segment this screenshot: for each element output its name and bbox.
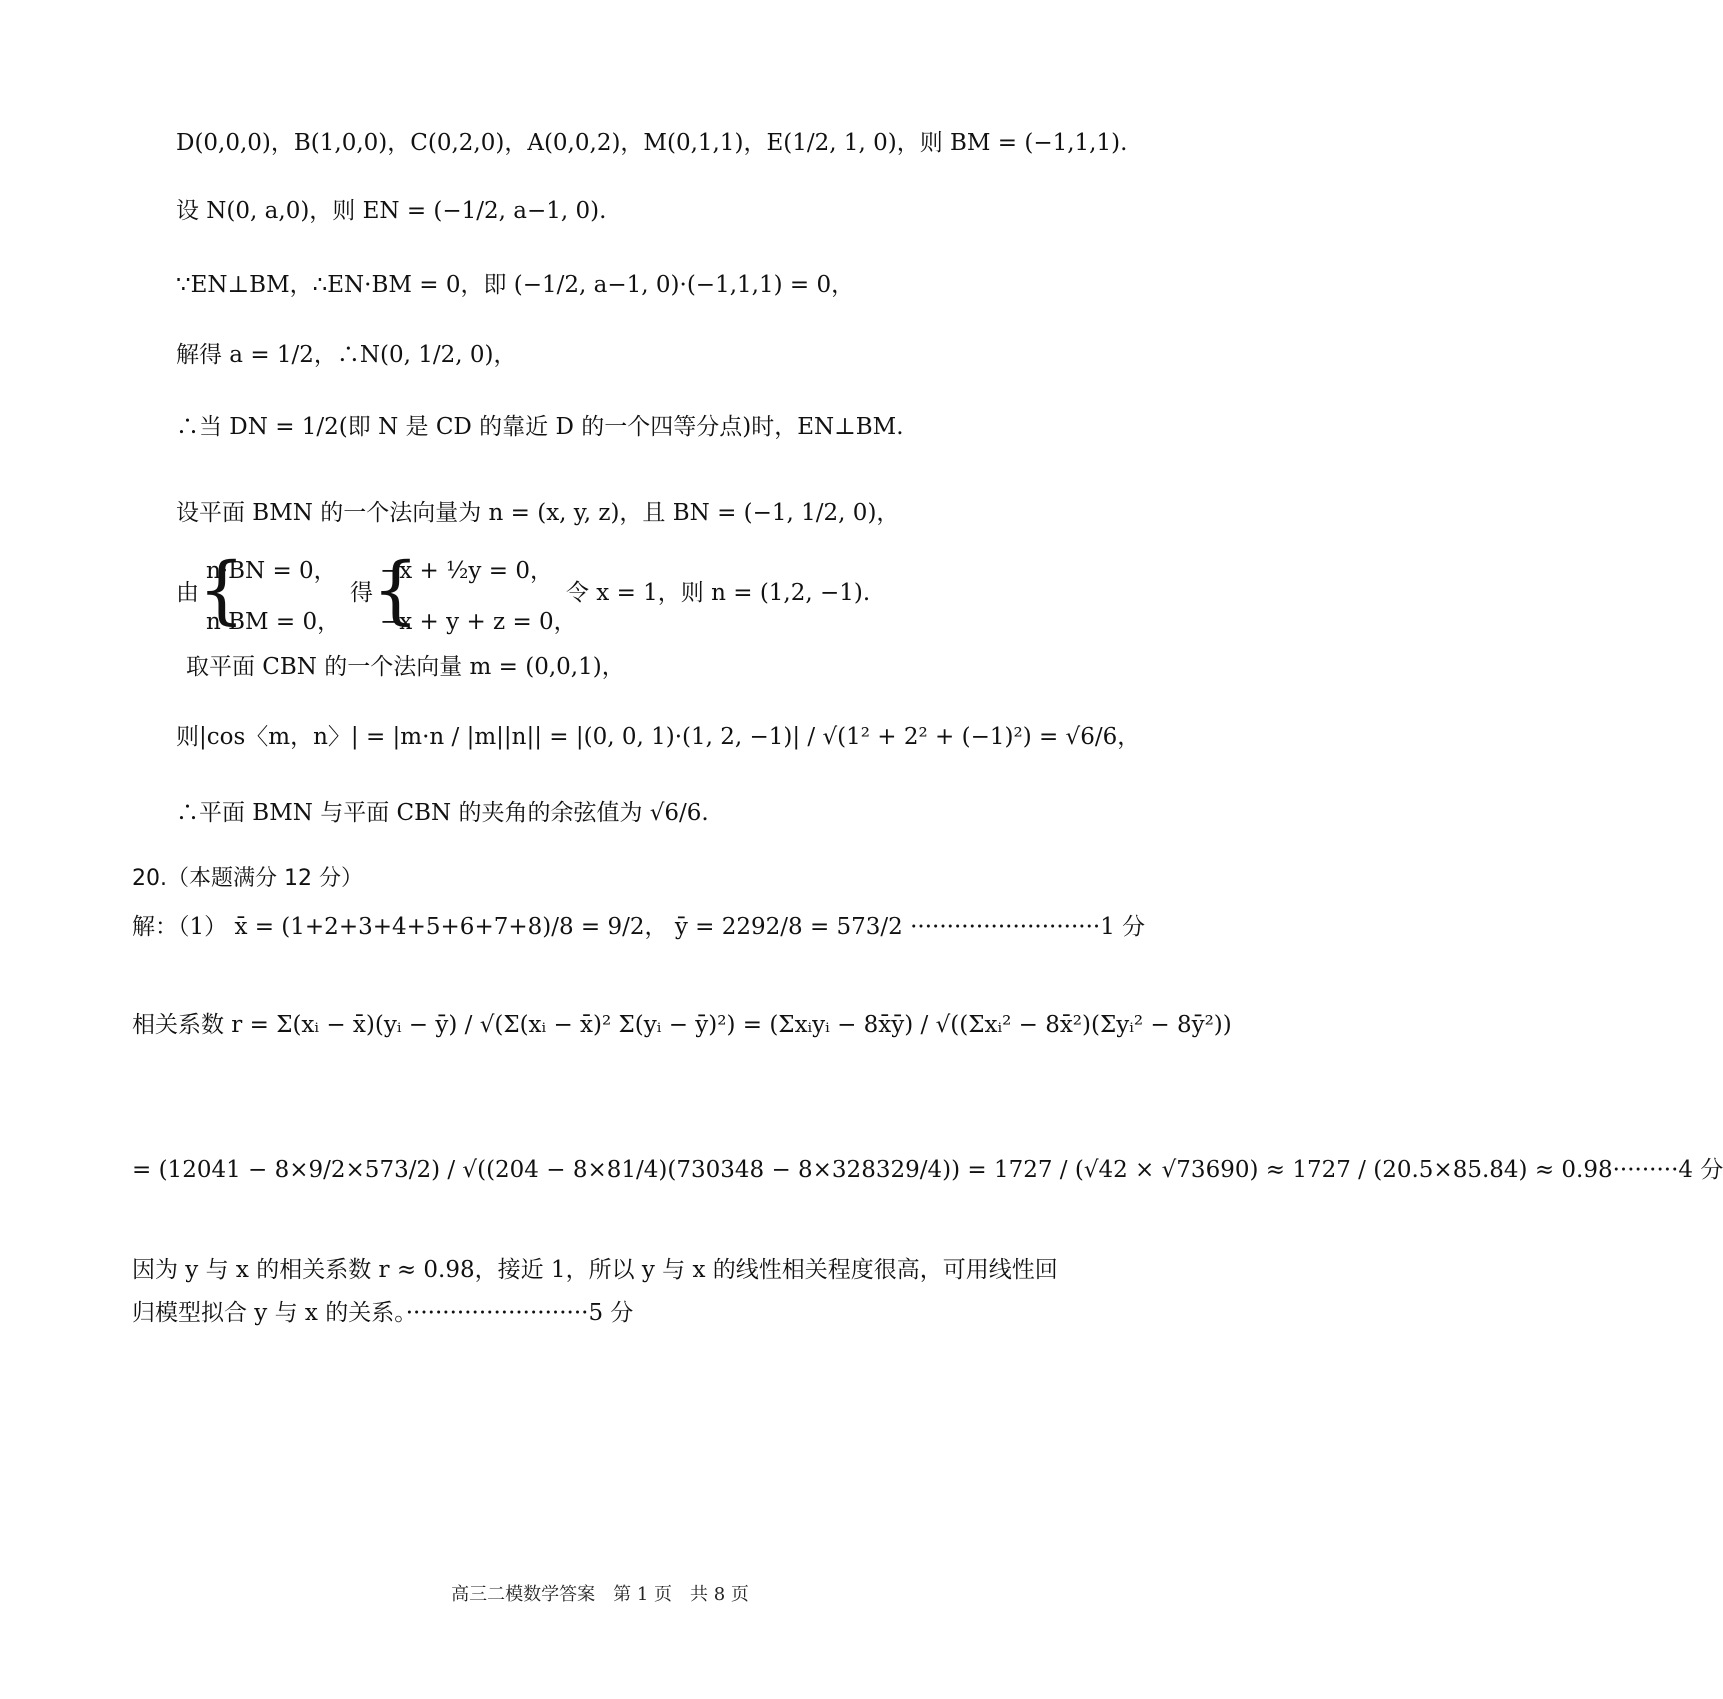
system-eq-2: n·BM = 0， (206, 609, 341, 635)
system-label-you: 由 (176, 580, 199, 606)
line-perpendicular: ∵EN⊥BM，∴EN·BM = 0，即 (−1/2, a−1, 0)·(−1,1,1) = 0， (176, 272, 855, 298)
line-interpretation-2: 归模型拟合 y 与 x 的关系。·························5 分 (132, 1300, 634, 1326)
line-dn-conclusion: ∴当 DN = 1/2(即 N 是 CD 的靠近 D 的一个四等分点)时，EN⊥BM. (176, 414, 904, 440)
line-normal-vector-cbn: 取平面 CBN 的一个法向量 m = (0,0,1)， (186, 654, 625, 680)
line-normal-vector-bmn: 设平面 BMN 的一个法向量为 n = (x, y, z)，且 BN = (−1, 1/2, 0)， (176, 500, 900, 526)
line-means: 解：（1） x̄ = (1+2+3+4+5+6+7+8)/8 = 9/2， ȳ = 2292/8 = 573/2 ··························1 分 (132, 914, 1146, 940)
line-interpretation-1: 因为 y 与 x 的相关系数 r ≈ 0.98，接近 1，所以 y 与 x 的线性相关程度很高，可用线性回 (132, 1257, 1058, 1283)
line-correlation-formula: 相关系数 r = Σ(xᵢ − x̄)(yᵢ − ȳ) / √(Σ(xᵢ − x̄)² Σ(yᵢ − ȳ)²) = (Σxᵢyᵢ − 8x̄ȳ) / √((Σxᵢ² − 8x̄²)(Σyᵢ² − 8ȳ²)) (132, 1012, 1232, 1038)
line-set-n: 设 N(0, a,0)，则 EN = (−1/2, a−1, 0). (176, 198, 607, 224)
system-label-de: 得 (350, 580, 373, 606)
line-correlation-value: = (12041 − 8×9/2×573/2) / √((204 − 8×81/4)(730348 − 8×328329/4)) = 1727 / (√42 × √73690) ≈ 1727 / (20.5×85.84) ≈ 0.98·········4 分 (132, 1157, 1723, 1183)
system-brace-left: { (198, 547, 246, 633)
system-eq-1: n·BN = 0， (206, 558, 337, 584)
page-footer: 高三二模数学答案 第 1 页 共 8 页 (451, 1584, 749, 1605)
system-brace-right: { (372, 547, 420, 633)
line-angle-conclusion: ∴平面 BMN 与平面 CBN 的夹角的余弦值为 √6/6. (176, 800, 709, 826)
system-eq-4: −x + y + z = 0， (380, 609, 577, 635)
system-result: 令 x = 1，则 n = (1,2, −1). (566, 580, 871, 606)
line-coordinates: D(0,0,0)，B(1,0,0)，C(0,2,0)，A(0,0,2)，M(0,1,1)，E(1/2, 1, 0)，则 BM = (−1,1,1). (176, 130, 1128, 156)
section-20-heading: 20.（本题满分 12 分） (132, 866, 363, 891)
line-cosine-formula: 则|cos〈m，n〉| = |m·n / |m||n|| = |(0, 0, 1)·(1, 2, −1)| / √(1² + 2² + (−1)²) = √6/6， (176, 724, 1141, 750)
line-solve-a: 解得 a = 1/2，∴N(0, 1/2, 0)， (176, 342, 517, 368)
system-eq-3: −x + ½y = 0， (380, 558, 553, 584)
